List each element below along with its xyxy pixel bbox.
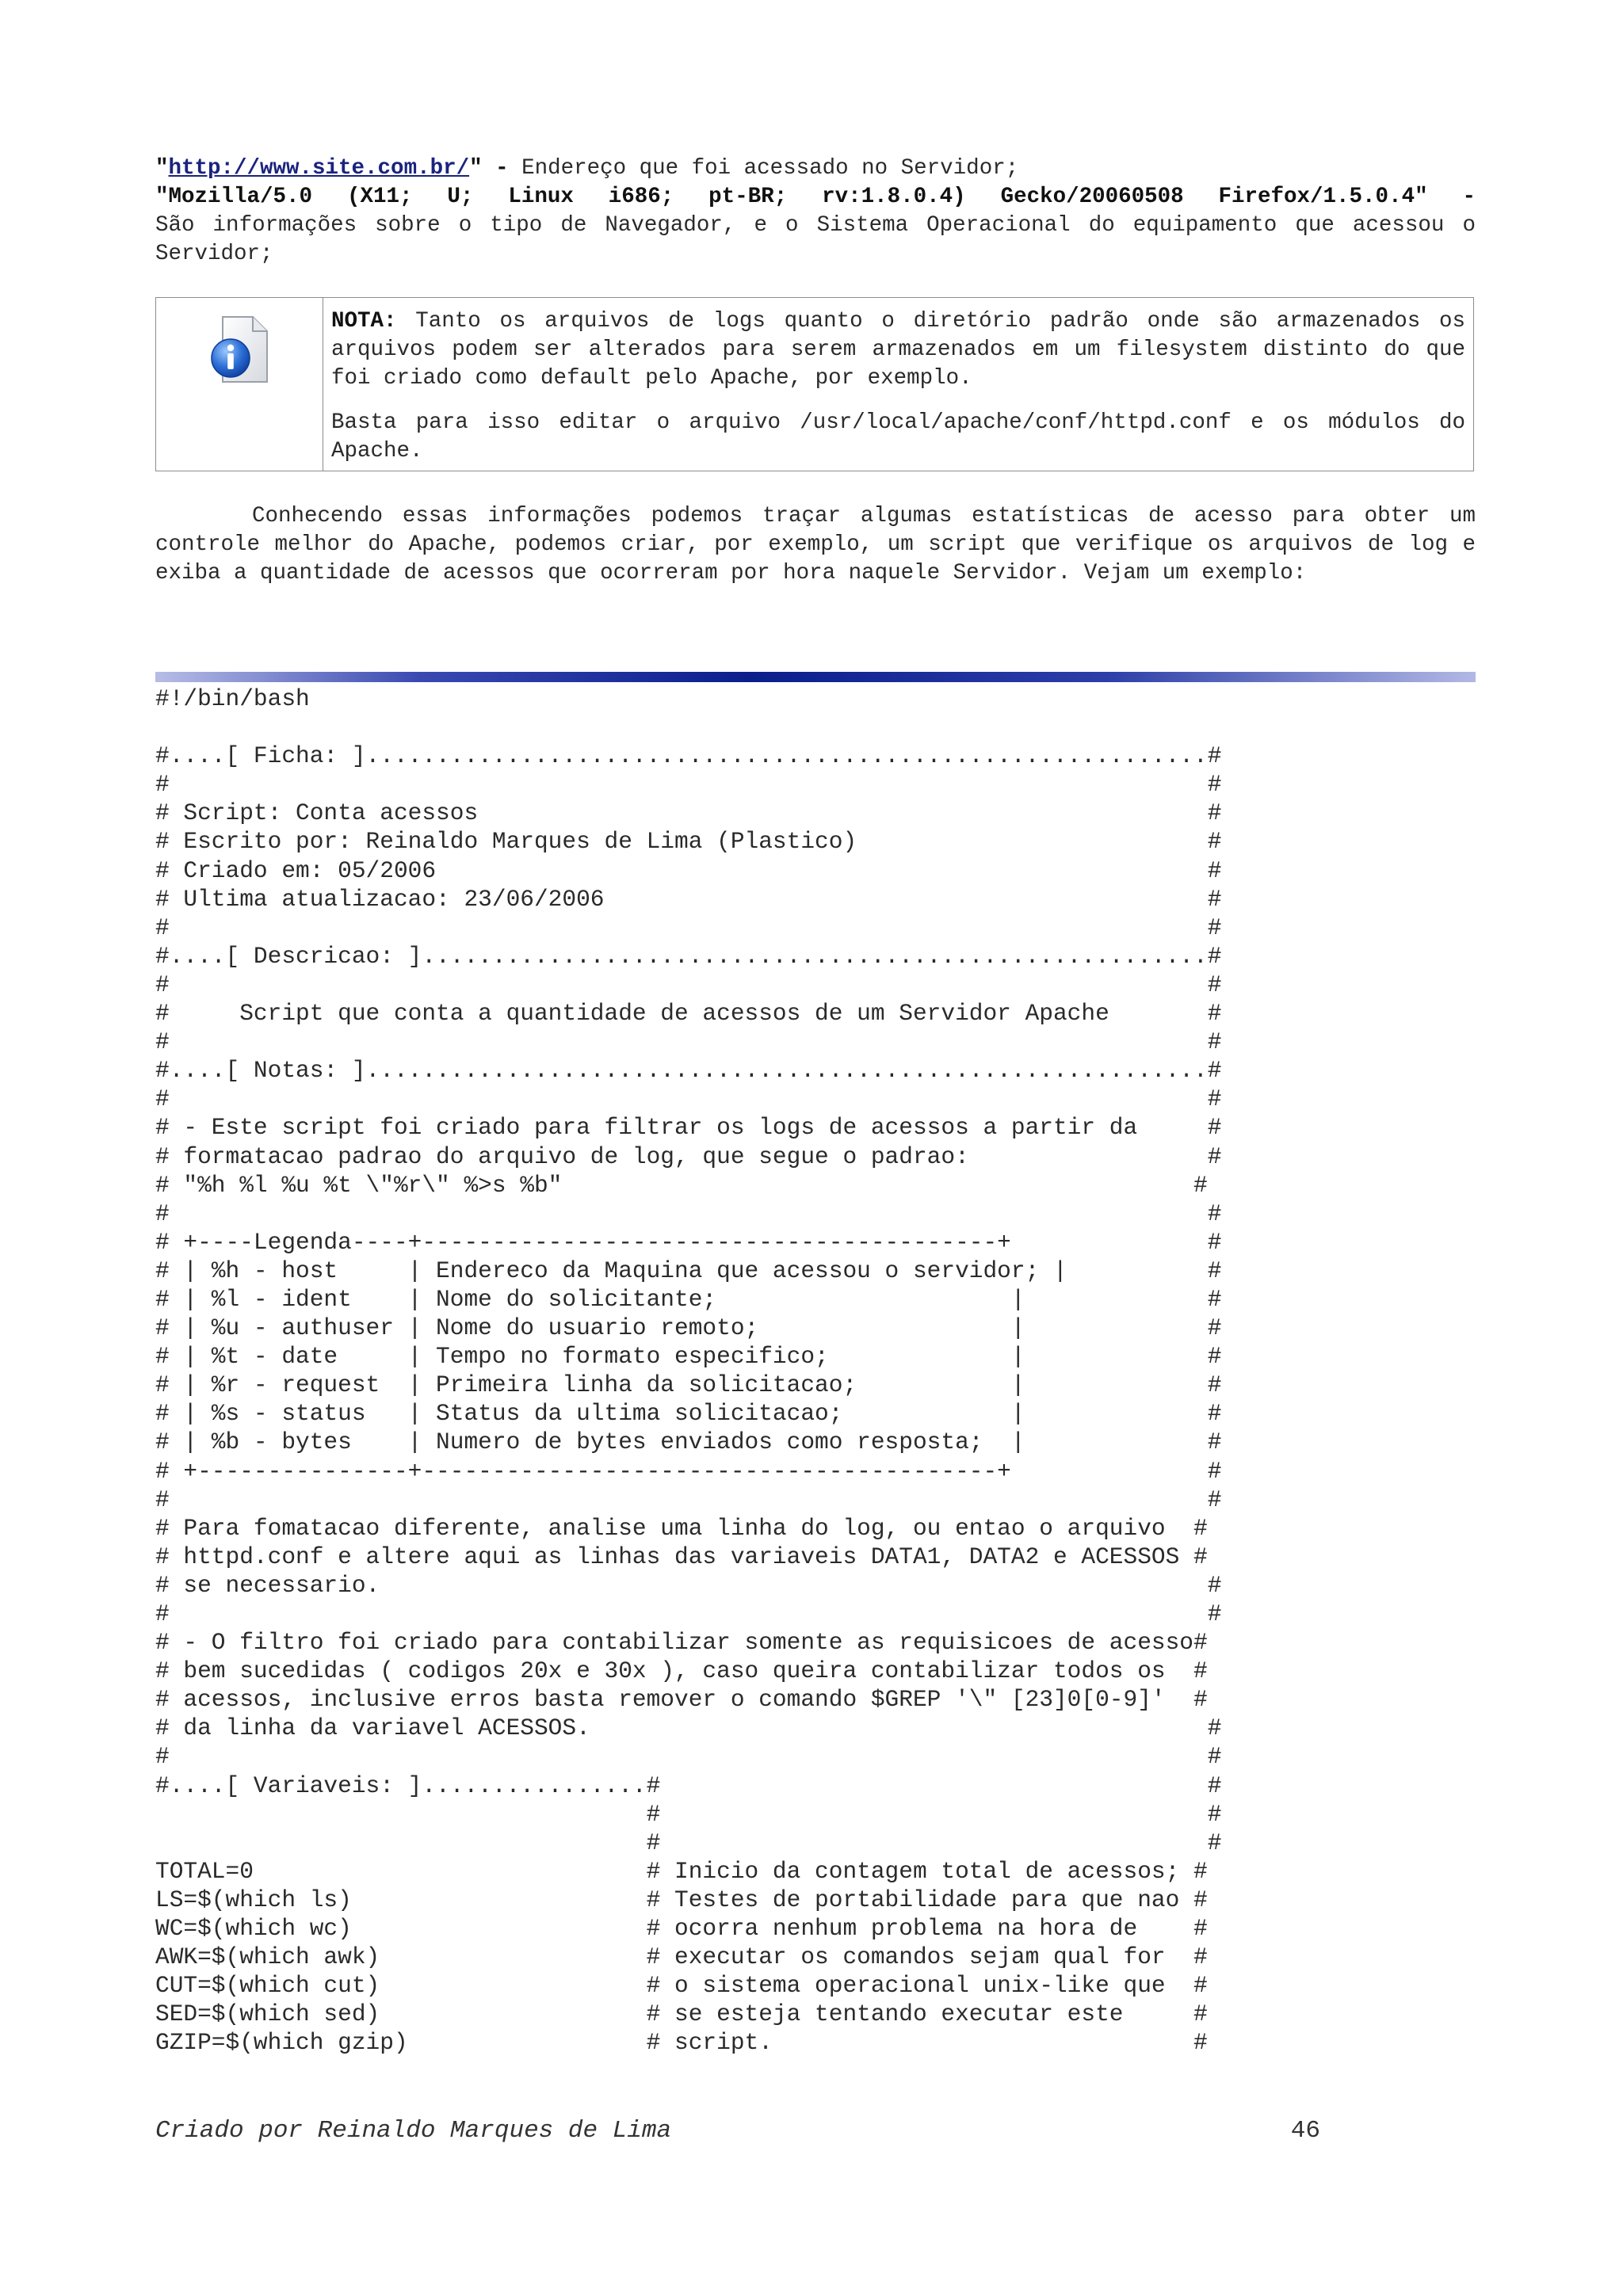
note-paragraph-2: Basta para isso editar o arquivo /usr/local/apache/conf/httpd.conf e os módulos do Apache. xyxy=(331,410,1465,463)
code-line: # da linha da variavel ACESSOS. # xyxy=(155,1714,1222,1742)
url-description: Endereço que foi acessado no Servidor; xyxy=(521,156,1019,181)
info-document-icon xyxy=(204,312,275,388)
code-line: # +---------------+-----------------------------------------+ # xyxy=(155,1457,1222,1485)
code-line: #....[ Descricao: ]........................................................# xyxy=(155,942,1222,970)
code-line: # | %h - host | Endereco da Maquina que acessou o servidor; | # xyxy=(155,1257,1222,1284)
note-text xyxy=(323,298,1473,471)
code-line: # Script que conta a quantidade de acessos de um Servidor Apache # xyxy=(155,1000,1222,1028)
code-line: # Criado em: 05/2006 # xyxy=(155,856,1222,884)
note-paragraph-1: NOTA: Tanto os arquivos de logs quanto o diretório padrão onde são armazenados os arquivos podem ser alterados para serem armazenados em um filesystem distinto do que foi criado como default pelo Apache, por exemplo. xyxy=(331,309,1465,391)
code-line: # | %s - status | Status da ultima solicitacao; | # xyxy=(155,1400,1222,1428)
code-line: # # xyxy=(155,1486,1222,1513)
code-line: LS=$(which ls) # Testes de portabilidade para que nao # xyxy=(155,1886,1208,1913)
code-line: # Script: Conta acessos # xyxy=(155,799,1222,827)
code-line: #!/bin/bash xyxy=(155,685,310,712)
code-line: # # xyxy=(155,1829,1222,1856)
code-line: # acessos, inclusive erros basta remover o comando $GREP '\" [23]0[0-9]' # xyxy=(155,1686,1208,1714)
code-line: SED=$(which sed) # se esteja tentando executar este # xyxy=(155,2000,1208,2028)
note-label: NOTA: xyxy=(331,309,397,334)
user-agent-description: São informações sobre o tipo de Navegador, e o Sistema Operacional do equipamento que acessou o Servidor; xyxy=(155,213,1476,266)
code-line: # - Este script foi criado para filtrar os logs de acessos a partir da # xyxy=(155,1114,1222,1142)
code-line: # | %l - ident | Nome do solicitante; | # xyxy=(155,1285,1222,1313)
code-line: # # xyxy=(155,1028,1222,1056)
code-line: # Escrito por: Reinaldo Marques de Lima (Plastico) # xyxy=(155,828,1222,856)
code-line: WC=$(which wc) # ocorra nenhum problema na hora de # xyxy=(155,1915,1208,1943)
code-line: # +----Legenda----+-----------------------------------------+ # xyxy=(155,1228,1222,1256)
code-line: # "%h %l %u %t \"%r\" %>s %b" # xyxy=(155,1171,1208,1199)
code-line: TOTAL=0 # Inicio da contagem total de acessos; # xyxy=(155,1857,1208,1885)
code-line: GZIP=$(which gzip) # script. # xyxy=(155,2029,1208,2057)
code-line: #....[ Notas: ]............................................................# xyxy=(155,1057,1222,1085)
code-line: # # xyxy=(155,1600,1222,1627)
code-line: # formatacao padrao do arquivo de log, que segue o padrao: # xyxy=(155,1142,1222,1170)
code-line: # # xyxy=(155,913,1222,941)
code-line: # bem sucedidas ( codigos 20x e 30x ), caso queira contabilizar todos os # xyxy=(155,1657,1208,1685)
code-line: # # xyxy=(155,771,1222,799)
page-number: 46 xyxy=(1290,2117,1320,2145)
code-line: # - O filtro foi criado para contabilizar somente as requisicoes de acesso# xyxy=(155,1629,1208,1657)
code-line: #....[ Ficha: ]............................................................# xyxy=(155,742,1222,770)
code-line: # Ultima atualizacao: 23/06/2006 # xyxy=(155,885,1222,913)
code-separator-bar xyxy=(155,672,1476,682)
code-line: # # xyxy=(155,1085,1222,1113)
code-line: # # xyxy=(155,1199,1222,1227)
code-line: # # xyxy=(155,1800,1222,1828)
code-line: # | %t - date | Tempo no formato especifico; | # xyxy=(155,1343,1222,1371)
code-line: # httpd.conf e altere aqui as linhas das variaveis DATA1, DATA2 e ACESSOS # xyxy=(155,1543,1208,1570)
footer-author: Criado por Reinaldo Marques de Lima xyxy=(155,2117,672,2145)
code-line: #....[ Variaveis: ]................# # xyxy=(155,1772,1222,1799)
top-text-block xyxy=(155,154,1476,269)
code-line: # | %r - request | Primeira linha da solicitacao; | # xyxy=(155,1371,1222,1399)
code-line: # # xyxy=(155,971,1222,998)
code-line: CUT=$(which cut) # o sistema operacional unix-like que # xyxy=(155,1972,1208,2000)
code-line: # se necessario. # xyxy=(155,1571,1222,1599)
user-agent-string: "Mozilla/5.0 (X11; U; Linux i686; pt-BR; rv:1.8.0.4) Gecko/20060508 Firefox/1.5.0.4" - xyxy=(155,185,1476,209)
code-block xyxy=(155,685,1221,2058)
intro-paragraph: Conhecendo essas informações podemos traçar algumas estatísticas de acesso para obter um controle melhor do Apache, podemos criar, por exemplo, um script que verifique os arquivos de log e exiba a quantidade de acessos que ocorreram por hora naquele Servidor. Vejam um exemplo: xyxy=(155,504,1476,585)
code-line: # | %b - bytes | Numero de bytes enviados como resposta; | # xyxy=(155,1428,1222,1456)
site-url-link[interactable]: http://www.site.com.br/ xyxy=(168,156,470,181)
intro-paragraph-block xyxy=(155,502,1476,588)
code-line: # # xyxy=(155,1743,1222,1771)
code-line: # | %u - authuser | Nome do usuario remoto; | # xyxy=(155,1314,1222,1342)
note-box xyxy=(155,297,1474,471)
url-line: "http://www.site.com.br/" - Endereço que foi acessado no Servidor; xyxy=(155,156,1019,181)
code-line: AWK=$(which awk) # executar os comandos sejam qual for # xyxy=(155,1943,1208,1971)
note-icon-cell xyxy=(156,298,323,471)
code-line: # Para fomatacao diferente, analise uma linha do log, ou entao o arquivo # xyxy=(155,1514,1208,1542)
page-footer xyxy=(155,2115,1320,2147)
